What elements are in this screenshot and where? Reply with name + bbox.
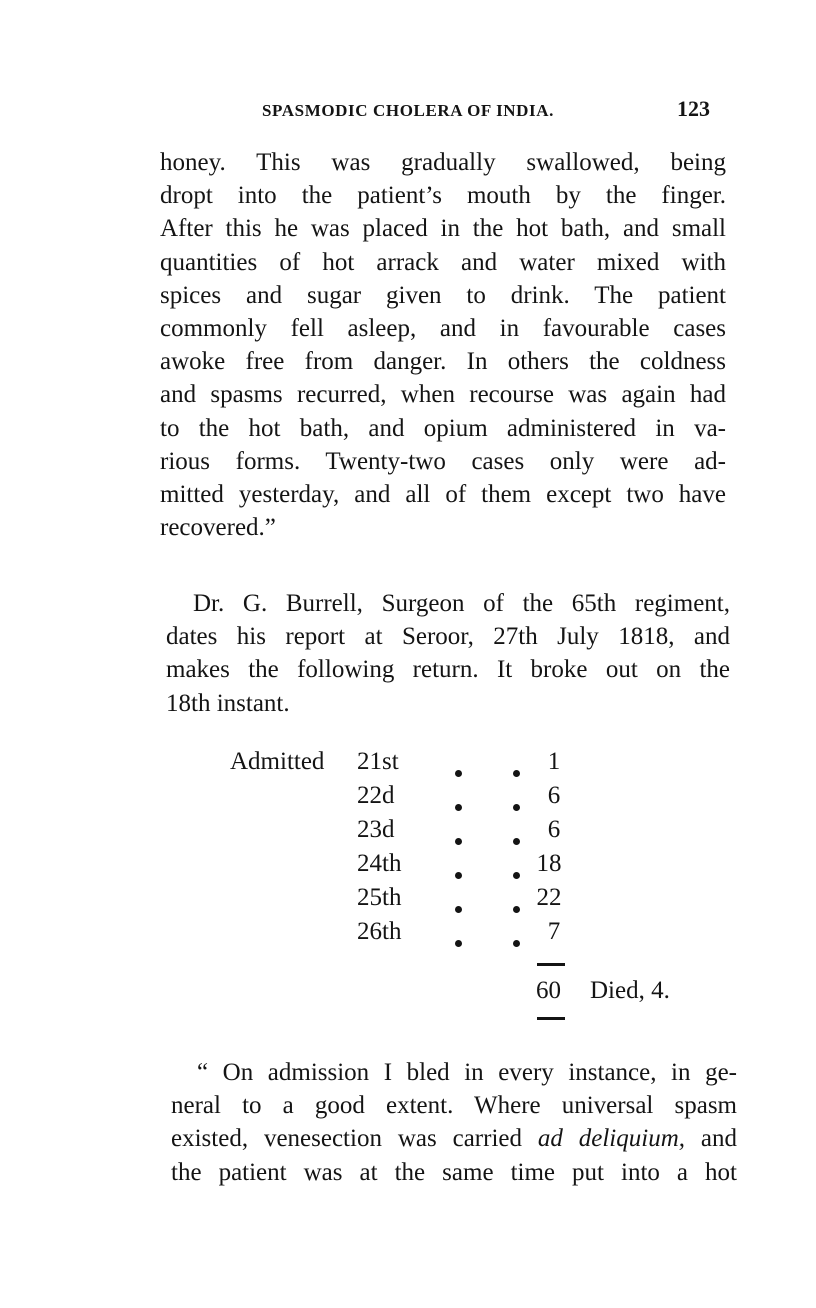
text-line: the patient was at the same time put into a hot	[171, 1158, 737, 1186]
leader-dot	[513, 838, 520, 845]
table-count: 1	[547, 748, 561, 775]
italic-phrase: ad deliquium,	[537, 1125, 685, 1153]
table-day: 26th	[357, 918, 402, 945]
text-line: spices and sugar given to drink. The patient	[160, 281, 726, 309]
table-count: 6	[547, 782, 561, 809]
page-number: 123	[677, 96, 710, 121]
table-day: 21st	[357, 748, 399, 775]
text-line: makes the following return. It broke out on the	[166, 656, 730, 684]
leader-dot	[513, 804, 520, 811]
table-day: 24th	[357, 850, 402, 877]
leader-dot	[513, 906, 520, 913]
leader-dot	[455, 804, 462, 811]
admitted-label: Admitted	[230, 748, 325, 775]
leader-dot	[513, 872, 520, 879]
text-line: to the hot bath, and opium administered in va-	[160, 414, 726, 442]
text-line: rious forms. Twenty-two cases only were ad-	[160, 447, 726, 475]
text-line: After this he was placed in the hot bath, and small	[160, 215, 726, 243]
sum-rule	[537, 963, 565, 966]
total-count: 60	[536, 977, 561, 1004]
running-head: SPASMODIC CHOLERA OF INDIA.	[262, 101, 555, 120]
leader-dot	[455, 906, 462, 913]
table-count: 7	[547, 918, 561, 945]
text-segment: and	[685, 1125, 737, 1153]
leader-dot	[513, 770, 520, 777]
text-line: mitted yesterday, and all of them except two have	[160, 481, 726, 509]
text-line: commonly fell asleep, and in favourable cases	[160, 315, 726, 343]
table-count: 6	[547, 816, 561, 843]
leader-dot	[455, 838, 462, 845]
leader-dot	[513, 940, 520, 947]
table-day: 25th	[357, 884, 402, 911]
text-line: recovered.”	[160, 514, 276, 542]
paragraph-burrell-report	[166, 587, 730, 720]
table-count: 18	[536, 850, 562, 877]
text-line: Dr. G. Burrell, Surgeon of the 65th regiment,	[193, 590, 730, 617]
text-line: and spasms recurred, when recourse was again had	[160, 381, 726, 409]
table-count: 22	[536, 884, 562, 911]
admission-return-table	[0, 748, 816, 1028]
text-line: neral to a good extent. Where universal spasm	[171, 1092, 737, 1120]
table-day: 23d	[357, 816, 395, 843]
leader-dot	[455, 770, 462, 777]
leader-dot	[455, 872, 462, 879]
text-line	[171, 1122, 737, 1155]
paragraph-bleeding-quote	[171, 1056, 737, 1189]
text-line: honey. This was gradually swallowed, being	[160, 149, 726, 176]
died-count: Died, 4.	[590, 977, 670, 1004]
text-line: quantities of hot arrack and water mixed with	[160, 248, 726, 276]
paragraph-continued	[160, 146, 726, 544]
text-line: dates his report at Seroor, 27th July 1818, and	[166, 623, 730, 651]
leader-dot	[455, 940, 462, 947]
sum-rule	[537, 1017, 565, 1020]
text-segment: existed, venesection was carried	[171, 1125, 538, 1153]
text-line: awoke free from danger. In others the coldness	[160, 348, 726, 376]
text-line: 18th instant.	[166, 689, 290, 717]
table-day: 22d	[357, 782, 395, 809]
text-line: dropt into the patient’s mouth by the finger.	[160, 182, 726, 210]
text-line: “ On admission I bled in every instance, in ge-	[197, 1059, 737, 1086]
